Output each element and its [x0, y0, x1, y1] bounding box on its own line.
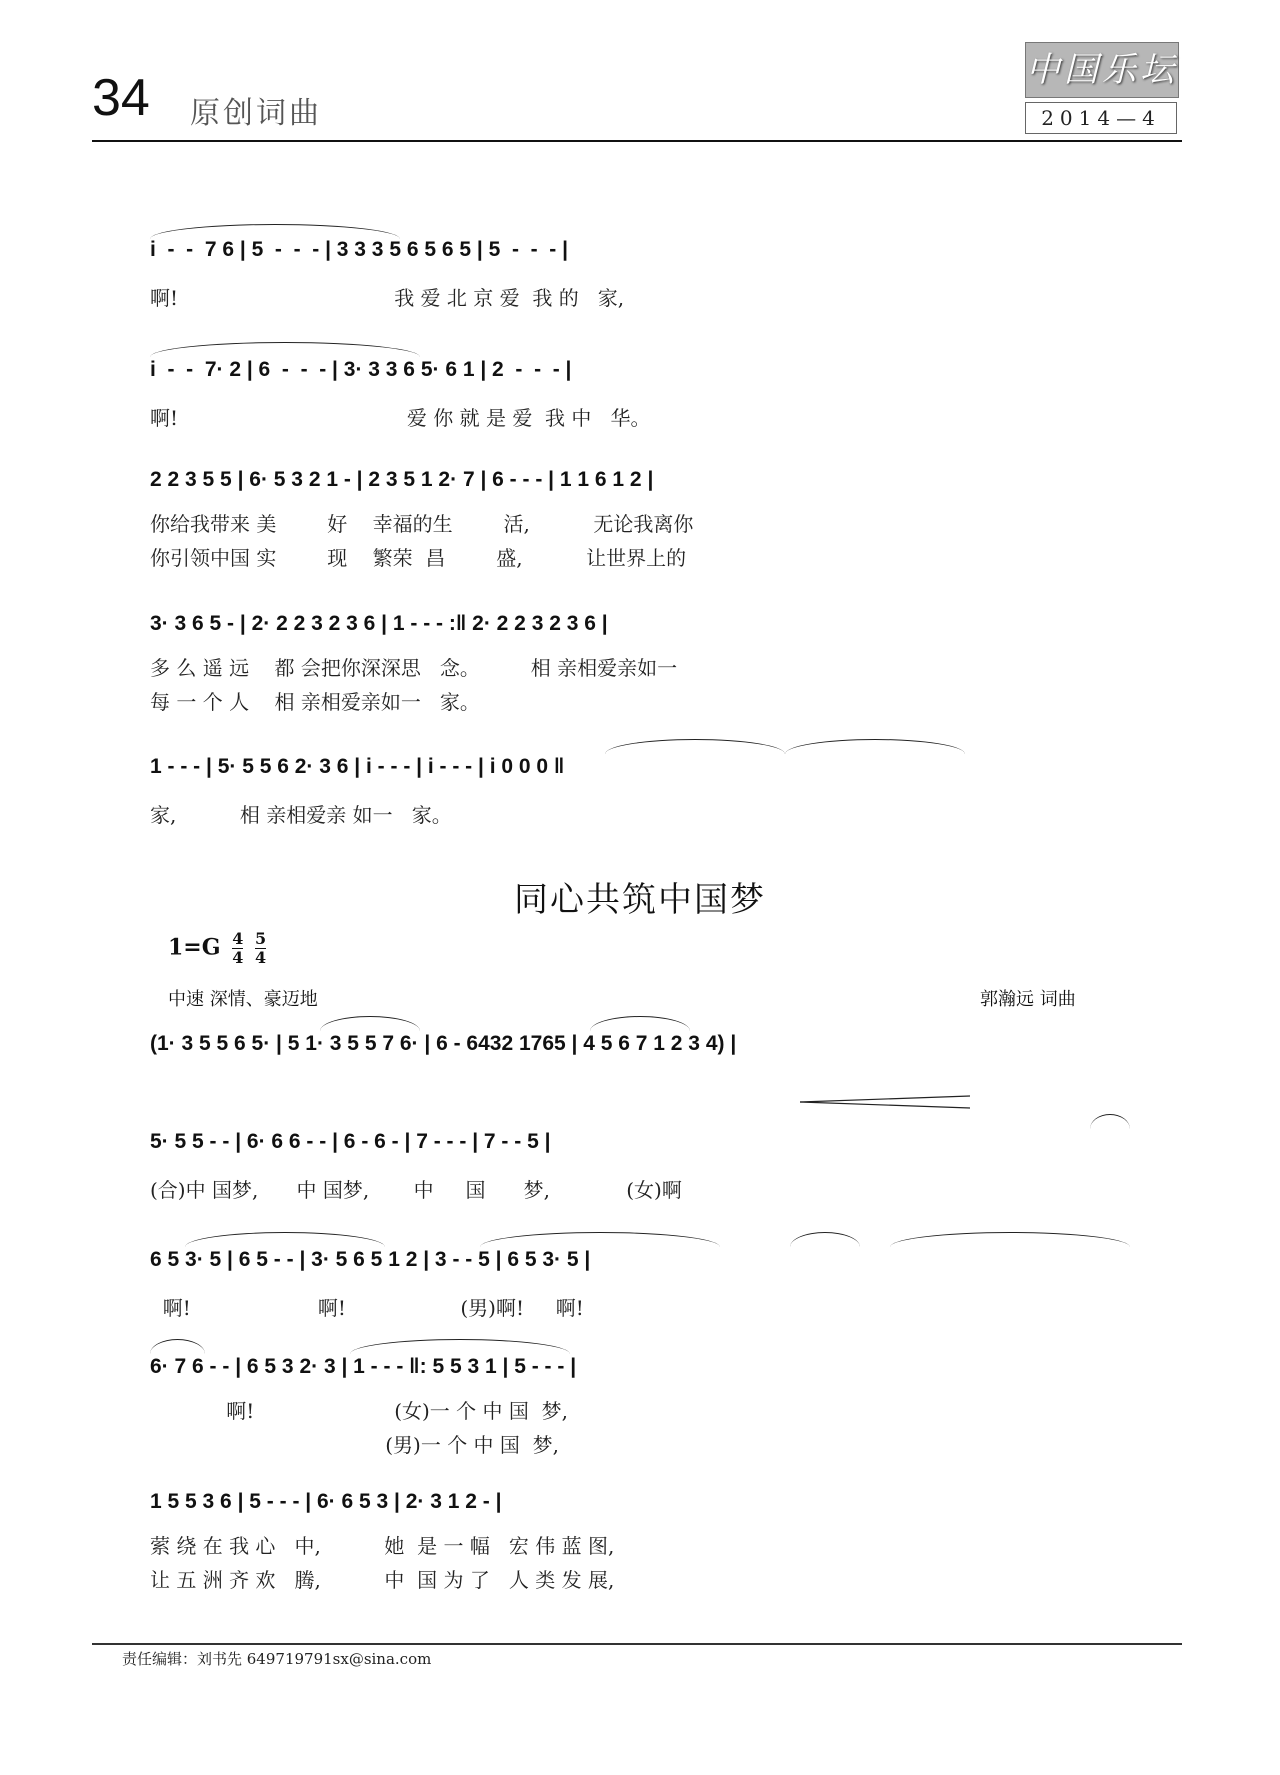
notation-line: 1 - - - | 5· 5 5 6 2· 3 6 | i - - - | i - - - | i 0 0 0 ‖: [150, 755, 565, 778]
crescendo-hairpin-icon: [800, 1095, 970, 1109]
notation-line: i - - 7 6 | 5 - - - | 3 3 3 5 6 5 6 5 | 5 - - - |: [150, 238, 568, 261]
lyric-line-verse2: 让 五 洲 齐 欢 腾, 中 国 为 了 人 类 发 展,: [150, 1568, 615, 1592]
slur: [350, 1339, 570, 1354]
notation-line: 1 5 5 3 6 | 5 - - - | 6· 6 5 3 | 2· 3 1 2 - |: [150, 1490, 502, 1513]
time-signature-2: $\frac{5}{4}$: [255, 929, 267, 967]
slur: [890, 1232, 1130, 1247]
key-label: 1=G: [168, 934, 221, 961]
slur: [320, 1016, 420, 1031]
lyric-line: 家, 相 亲相爱亲 如一 家。: [150, 803, 452, 827]
section-title: 原创词曲: [190, 96, 322, 131]
slur: [150, 224, 400, 239]
slur: [785, 739, 965, 754]
lyric-line-verse1: 萦 绕 在 我 心 中, 她 是 一 幅 宏 伟 蓝 图,: [150, 1534, 615, 1558]
slur: [590, 1016, 690, 1031]
slur: [1090, 1114, 1130, 1129]
lyric-line-verse2: 你引领中国 实 现 繁荣 昌 盛, 让世界上的: [150, 546, 687, 570]
issue-label: 2014—4: [1025, 102, 1177, 134]
slur: [480, 1232, 720, 1247]
lyric-line: 啊! 啊! (男)啊! 啊!: [150, 1296, 584, 1320]
slur: [605, 739, 785, 754]
editor-credit: 责任编辑：刘书先 649719791sx@sina.com: [122, 1650, 432, 1668]
notation-line: 6· 7 6 - - | 6 5 3 2· 3 | 1 - - - ‖: 5 5 3 1 | 5 - - - |: [150, 1355, 577, 1378]
lyric-line: (合)中 国梦, 中 国梦, 中 国 梦, (女)啊: [150, 1178, 682, 1202]
song-title: 同心共筑中国梦: [514, 880, 766, 920]
lyric-line-male: (男)一 个 中 国 梦,: [150, 1433, 559, 1457]
notation-line: 2 2 3 5 5 | 6· 5 3 2 1 - | 2 3 5 1 2· 7 | 6 - - - | 1 1 6 1 2 |: [150, 468, 654, 491]
header-rule: [92, 140, 1182, 142]
lyric-line-verse1: 你给我带来 美 好 幸福的生 活, 无论我离你: [150, 512, 694, 536]
notation-line: 3· 3 6 5 - | 2· 2 2 3 2 3 6 | 1 - - - :‖ 2· 2 2 3 2 3 6 |: [150, 612, 608, 635]
notation-line: (1· 3 5 5 6 5· | 5 1· 3 5 5 7 6· | 6 - 6432 1765 | 4 5 6 7 1 2 3 4) |: [150, 1032, 737, 1055]
lyric-line-verse2: 每 一 个 人 相 亲相爱亲如一 家。: [150, 690, 480, 714]
lyric-line: 啊! 爱 你 就 是 爱 我 中 华。: [150, 406, 651, 430]
key-signature: [168, 930, 266, 967]
slur: [150, 342, 420, 357]
composer-credit: 郭瀚远 词曲: [980, 989, 1076, 1010]
page-number: 34: [92, 69, 150, 127]
slur: [185, 1232, 385, 1247]
lyric-line-female: 啊! (女)一 个 中 国 梦,: [150, 1399, 568, 1423]
footer-rule: [92, 1643, 1182, 1645]
tempo-marking: 中速 深情、豪迈地: [168, 989, 318, 1010]
lyric-line-verse1: 多 么 遥 远 都 会把你深深思 念。 相 亲相爱亲如一: [150, 656, 678, 680]
notation-line: 5· 5 5 - - | 6· 6 6 - - | 6 - 6 - | 7 - - - | 7 - - 5 |: [150, 1130, 551, 1153]
slur: [150, 1339, 205, 1354]
time-signature-1: $\frac{4}{4}$: [232, 929, 244, 967]
notation-line: i - - 7· 2 | 6 - - - | 3· 3 3 6 5· 6 1 | 2 - - - |: [150, 358, 572, 381]
lyric-line: 啊! 我 爱 北 京 爱 我 的 家,: [150, 286, 625, 310]
slur: [790, 1232, 860, 1247]
magazine-logo: 中国乐坛: [1025, 42, 1179, 98]
notation-line: 6 5 3· 5 | 6 5 - - | 3· 5 6 5 1 2 | 3 - - 5 | 6 5 3· 5 |: [150, 1248, 591, 1271]
